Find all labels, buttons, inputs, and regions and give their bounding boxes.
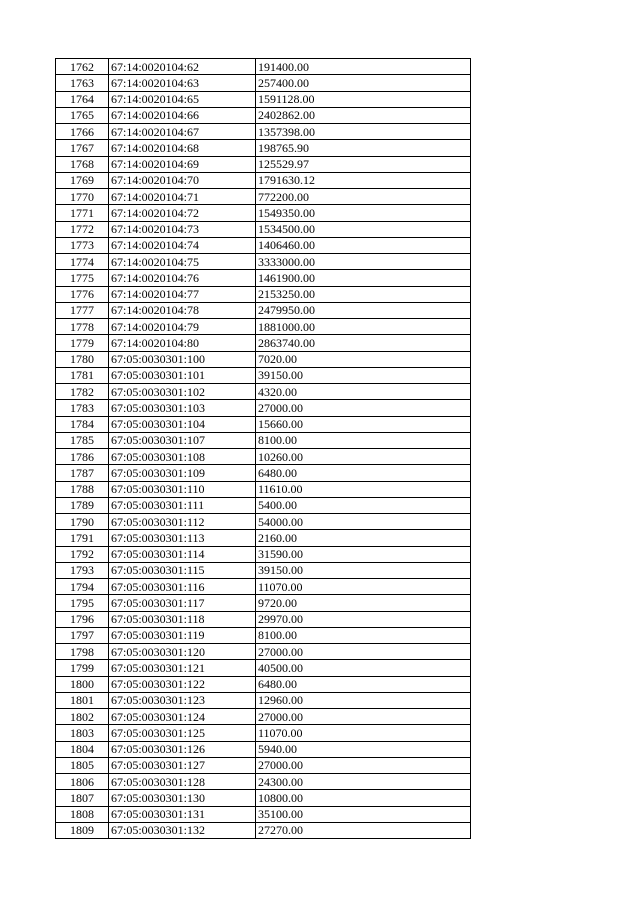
cadastral-number-cell: 67:14:0020104:70 — [109, 172, 256, 188]
value-cell: 1549350.00 — [256, 205, 471, 221]
row-number-cell: 1790 — [56, 514, 109, 530]
row-number-cell: 1773 — [56, 237, 109, 253]
cadastral-number-cell: 67:05:0030301:120 — [109, 644, 256, 660]
value-cell: 1791630.12 — [256, 172, 471, 188]
cadastral-number-cell: 67:05:0030301:132 — [109, 822, 256, 838]
cadastral-number-cell: 67:05:0030301:103 — [109, 400, 256, 416]
table-row — [56, 497, 471, 513]
value-cell: 27000.00 — [256, 400, 471, 416]
value-cell: 2479950.00 — [256, 302, 471, 318]
cadastral-number-cell: 67:05:0030301:127 — [109, 757, 256, 773]
table-row — [56, 709, 471, 725]
cadastral-number-cell: 67:05:0030301:113 — [109, 530, 256, 546]
row-number-cell: 1799 — [56, 660, 109, 676]
row-number-cell: 1766 — [56, 124, 109, 140]
table-row — [56, 530, 471, 546]
value-cell: 1406460.00 — [256, 237, 471, 253]
cadastral-number-cell: 67:14:0020104:69 — [109, 156, 256, 172]
table-row — [56, 806, 471, 822]
table-row — [56, 611, 471, 627]
row-number-cell: 1794 — [56, 579, 109, 595]
table-row — [56, 124, 471, 140]
cadastral-number-cell: 67:05:0030301:104 — [109, 416, 256, 432]
table-body — [56, 59, 471, 839]
row-number-cell: 1776 — [56, 286, 109, 302]
value-cell: 772200.00 — [256, 189, 471, 205]
value-cell: 7020.00 — [256, 351, 471, 367]
cadastral-number-cell: 67:05:0030301:124 — [109, 709, 256, 725]
row-number-cell: 1789 — [56, 497, 109, 513]
row-number-cell: 1809 — [56, 822, 109, 838]
table-row — [56, 822, 471, 838]
table-row — [56, 741, 471, 757]
table-row — [56, 465, 471, 481]
cadastral-number-cell: 67:14:0020104:80 — [109, 335, 256, 351]
cadastral-number-cell: 67:05:0030301:111 — [109, 497, 256, 513]
value-cell: 27270.00 — [256, 822, 471, 838]
value-cell: 10260.00 — [256, 449, 471, 465]
cadastral-number-cell: 67:05:0030301:117 — [109, 595, 256, 611]
cadastral-number-cell: 67:05:0030301:100 — [109, 351, 256, 367]
table-row — [56, 725, 471, 741]
table-row — [56, 514, 471, 530]
data-table — [55, 58, 471, 839]
cadastral-number-cell: 67:05:0030301:122 — [109, 676, 256, 692]
table-row — [56, 481, 471, 497]
row-number-cell: 1774 — [56, 254, 109, 270]
row-number-cell: 1767 — [56, 140, 109, 156]
value-cell: 27000.00 — [256, 644, 471, 660]
row-number-cell: 1788 — [56, 481, 109, 497]
table-row — [56, 384, 471, 400]
value-cell: 191400.00 — [256, 59, 471, 75]
row-number-cell: 1797 — [56, 627, 109, 643]
cadastral-number-cell: 67:14:0020104:66 — [109, 107, 256, 123]
table-row — [56, 579, 471, 595]
value-cell: 31590.00 — [256, 546, 471, 562]
value-cell: 40500.00 — [256, 660, 471, 676]
value-cell: 1534500.00 — [256, 221, 471, 237]
value-cell: 2153250.00 — [256, 286, 471, 302]
value-cell: 27000.00 — [256, 757, 471, 773]
value-cell: 15660.00 — [256, 416, 471, 432]
value-cell: 9720.00 — [256, 595, 471, 611]
value-cell: 11610.00 — [256, 481, 471, 497]
table-row — [56, 335, 471, 351]
table-row — [56, 107, 471, 123]
cadastral-number-cell: 67:14:0020104:63 — [109, 75, 256, 91]
table-row — [56, 546, 471, 562]
table-row — [56, 367, 471, 383]
value-cell: 257400.00 — [256, 75, 471, 91]
row-number-cell: 1779 — [56, 335, 109, 351]
table-row — [56, 660, 471, 676]
row-number-cell: 1803 — [56, 725, 109, 741]
cadastral-number-cell: 67:05:0030301:107 — [109, 432, 256, 448]
row-number-cell: 1791 — [56, 530, 109, 546]
value-cell: 10800.00 — [256, 790, 471, 806]
table-row — [56, 59, 471, 75]
cadastral-number-cell: 67:05:0030301:114 — [109, 546, 256, 562]
table-row — [56, 774, 471, 790]
table-row — [56, 676, 471, 692]
row-number-cell: 1771 — [56, 205, 109, 221]
value-cell: 54000.00 — [256, 514, 471, 530]
cadastral-number-cell: 67:05:0030301:109 — [109, 465, 256, 481]
table-row — [56, 692, 471, 708]
row-number-cell: 1764 — [56, 91, 109, 107]
value-cell: 6480.00 — [256, 676, 471, 692]
table-row — [56, 221, 471, 237]
value-cell: 4320.00 — [256, 384, 471, 400]
row-number-cell: 1782 — [56, 384, 109, 400]
value-cell: 39150.00 — [256, 562, 471, 578]
row-number-cell: 1784 — [56, 416, 109, 432]
value-cell: 1357398.00 — [256, 124, 471, 140]
row-number-cell: 1806 — [56, 774, 109, 790]
table-row — [56, 757, 471, 773]
cadastral-number-cell: 67:05:0030301:131 — [109, 806, 256, 822]
row-number-cell: 1805 — [56, 757, 109, 773]
table-row — [56, 91, 471, 107]
cadastral-number-cell: 67:14:0020104:68 — [109, 140, 256, 156]
cadastral-number-cell: 67:14:0020104:75 — [109, 254, 256, 270]
value-cell: 11070.00 — [256, 579, 471, 595]
row-number-cell: 1802 — [56, 709, 109, 725]
table-row — [56, 449, 471, 465]
row-number-cell: 1780 — [56, 351, 109, 367]
cadastral-number-cell: 67:05:0030301:125 — [109, 725, 256, 741]
row-number-cell: 1778 — [56, 319, 109, 335]
value-cell: 8100.00 — [256, 432, 471, 448]
table-row — [56, 156, 471, 172]
table-row — [56, 189, 471, 205]
value-cell: 39150.00 — [256, 367, 471, 383]
row-number-cell: 1768 — [56, 156, 109, 172]
cadastral-number-cell: 67:14:0020104:74 — [109, 237, 256, 253]
row-number-cell: 1765 — [56, 107, 109, 123]
cadastral-number-cell: 67:05:0030301:119 — [109, 627, 256, 643]
row-number-cell: 1801 — [56, 692, 109, 708]
table-row — [56, 140, 471, 156]
cadastral-number-cell: 67:05:0030301:102 — [109, 384, 256, 400]
table-row — [56, 205, 471, 221]
table-row — [56, 562, 471, 578]
cadastral-number-cell: 67:05:0030301:115 — [109, 562, 256, 578]
row-number-cell: 1775 — [56, 270, 109, 286]
cadastral-number-cell: 67:14:0020104:76 — [109, 270, 256, 286]
table-row — [56, 319, 471, 335]
value-cell: 24300.00 — [256, 774, 471, 790]
cadastral-number-cell: 67:14:0020104:71 — [109, 189, 256, 205]
value-cell: 2863740.00 — [256, 335, 471, 351]
table-row — [56, 254, 471, 270]
value-cell: 35100.00 — [256, 806, 471, 822]
row-number-cell: 1785 — [56, 432, 109, 448]
cadastral-number-cell: 67:05:0030301:128 — [109, 774, 256, 790]
value-cell: 1881000.00 — [256, 319, 471, 335]
cadastral-number-cell: 67:14:0020104:79 — [109, 319, 256, 335]
table-row — [56, 627, 471, 643]
row-number-cell: 1787 — [56, 465, 109, 481]
table-row — [56, 75, 471, 91]
row-number-cell: 1798 — [56, 644, 109, 660]
table-row — [56, 595, 471, 611]
row-number-cell: 1795 — [56, 595, 109, 611]
value-cell: 5940.00 — [256, 741, 471, 757]
row-number-cell: 1772 — [56, 221, 109, 237]
table-row — [56, 790, 471, 806]
cadastral-number-cell: 67:14:0020104:78 — [109, 302, 256, 318]
table-row — [56, 432, 471, 448]
row-number-cell: 1783 — [56, 400, 109, 416]
table-row — [56, 286, 471, 302]
cadastral-number-cell: 67:05:0030301:121 — [109, 660, 256, 676]
cadastral-number-cell: 67:05:0030301:118 — [109, 611, 256, 627]
value-cell: 125529.97 — [256, 156, 471, 172]
cadastral-number-cell: 67:05:0030301:130 — [109, 790, 256, 806]
cadastral-number-cell: 67:14:0020104:77 — [109, 286, 256, 302]
cadastral-number-cell: 67:05:0030301:108 — [109, 449, 256, 465]
cadastral-number-cell: 67:05:0030301:101 — [109, 367, 256, 383]
table-row — [56, 270, 471, 286]
row-number-cell: 1770 — [56, 189, 109, 205]
cadastral-number-cell: 67:14:0020104:72 — [109, 205, 256, 221]
table-row — [56, 351, 471, 367]
row-number-cell: 1777 — [56, 302, 109, 318]
value-cell: 198765.90 — [256, 140, 471, 156]
cadastral-number-cell: 67:14:0020104:65 — [109, 91, 256, 107]
table-row — [56, 400, 471, 416]
row-number-cell: 1804 — [56, 741, 109, 757]
cadastral-number-cell: 67:05:0030301:110 — [109, 481, 256, 497]
value-cell: 6480.00 — [256, 465, 471, 481]
row-number-cell: 1808 — [56, 806, 109, 822]
cadastral-number-cell: 67:14:0020104:73 — [109, 221, 256, 237]
value-cell: 2402862.00 — [256, 107, 471, 123]
cadastral-number-cell: 67:14:0020104:67 — [109, 124, 256, 140]
value-cell: 12960.00 — [256, 692, 471, 708]
value-cell: 29970.00 — [256, 611, 471, 627]
value-cell: 11070.00 — [256, 725, 471, 741]
value-cell: 1591128.00 — [256, 91, 471, 107]
row-number-cell: 1763 — [56, 75, 109, 91]
table-row — [56, 644, 471, 660]
value-cell: 8100.00 — [256, 627, 471, 643]
row-number-cell: 1800 — [56, 676, 109, 692]
cadastral-number-cell: 67:05:0030301:116 — [109, 579, 256, 595]
cadastral-number-cell: 67:05:0030301:123 — [109, 692, 256, 708]
value-cell: 1461900.00 — [256, 270, 471, 286]
value-cell: 2160.00 — [256, 530, 471, 546]
table-row — [56, 237, 471, 253]
cadastral-number-cell: 67:14:0020104:62 — [109, 59, 256, 75]
table-row — [56, 172, 471, 188]
row-number-cell: 1769 — [56, 172, 109, 188]
value-cell: 5400.00 — [256, 497, 471, 513]
row-number-cell: 1781 — [56, 367, 109, 383]
cadastral-number-cell: 67:05:0030301:112 — [109, 514, 256, 530]
value-cell: 27000.00 — [256, 709, 471, 725]
row-number-cell: 1796 — [56, 611, 109, 627]
row-number-cell: 1793 — [56, 562, 109, 578]
row-number-cell: 1807 — [56, 790, 109, 806]
row-number-cell: 1792 — [56, 546, 109, 562]
row-number-cell: 1786 — [56, 449, 109, 465]
table-row — [56, 302, 471, 318]
cadastral-number-cell: 67:05:0030301:126 — [109, 741, 256, 757]
value-cell: 3333000.00 — [256, 254, 471, 270]
table-row — [56, 416, 471, 432]
row-number-cell: 1762 — [56, 59, 109, 75]
